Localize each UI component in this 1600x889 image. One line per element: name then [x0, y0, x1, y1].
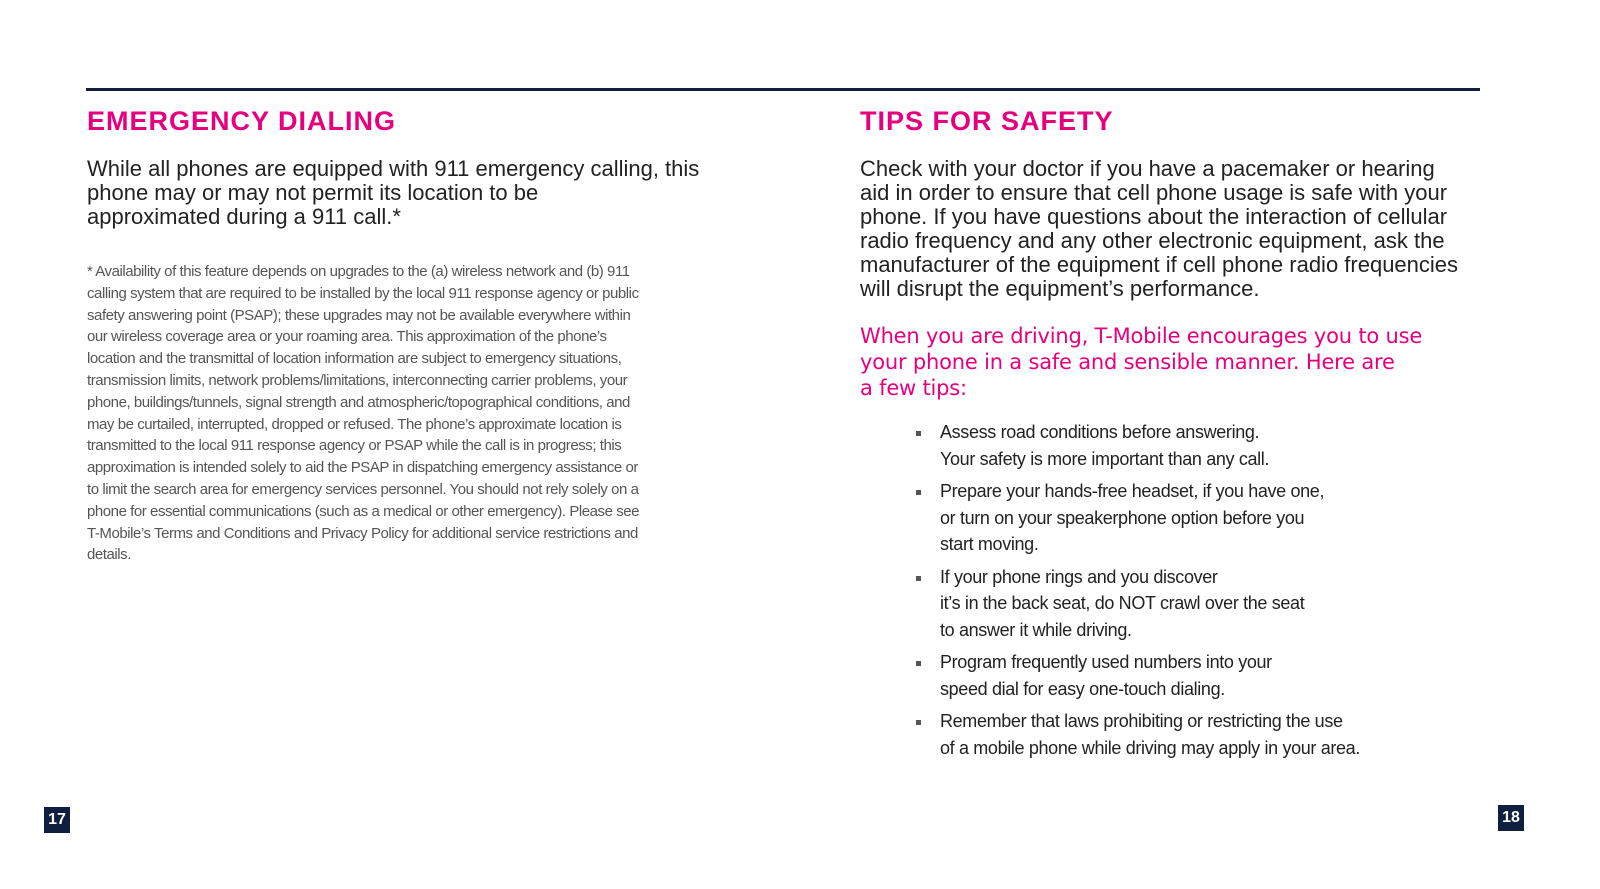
tip-line: to answer it while driving. — [940, 619, 1132, 640]
tip-item — [915, 564, 1360, 644]
tip-line: speed dial for easy one-touch dialing. — [940, 678, 1225, 699]
advice-line: phone. If you have questions about the interaction of cellular — [860, 204, 1448, 229]
advice-line: manufacturer of the equipment if cell phone radio frequencies — [860, 252, 1459, 277]
page-number-right: 18 — [1498, 805, 1524, 831]
footnote-line: transmitted to the local 911 response agency or PSAP while the call is in progress; this — [87, 437, 622, 455]
square-bullet-icon — [916, 661, 921, 666]
footnote-line: approximation is intended solely to aid the PSAP in dispatching emergency assistance or — [87, 459, 638, 477]
intro-line: phone may or may not permit its location to be — [87, 180, 539, 205]
intro-line: approximated during a 911 call.* — [87, 204, 401, 229]
tip-line: Remember that laws prohibiting or restricting the use — [940, 711, 1343, 731]
driving-tips-list — [915, 419, 1360, 767]
footnote-line: phone for essential communications (such as a medical or other emergency). Please see — [87, 502, 640, 520]
tip-line: or turn on your speakerphone option before you — [940, 507, 1305, 528]
square-bullet-icon — [916, 720, 921, 725]
advice-line: aid in order to ensure that cell phone usage is safe with your — [860, 180, 1448, 205]
tip-item — [915, 478, 1360, 558]
pacemaker-advice — [860, 157, 1458, 301]
availability-footnote — [87, 261, 639, 566]
tip-item — [915, 708, 1360, 761]
footnote-line: phone, buildings/tunnels, signal strength and atmospheric/topographical conditions, and — [87, 393, 630, 411]
tip-line: start moving. — [940, 534, 1039, 554]
footnote-line: may be curtailed, interrupted, dropped or refused. The phone’s approximate location is — [87, 415, 622, 433]
tip-item — [915, 649, 1360, 702]
square-bullet-icon — [916, 576, 921, 581]
emergency-dialing-heading: EMERGENCY DIALING — [87, 106, 397, 136]
tip-line: Assess road conditions before answering. — [940, 422, 1260, 442]
advice-line: will disrupt the equipment’s performance. — [860, 276, 1260, 301]
footnote-line: location and the transmittal of location information are subject to emergency situations, — [87, 350, 622, 368]
advice-line: radio frequency and any other electronic equipment, ask the — [860, 228, 1445, 253]
tip-line: Prepare your hands-free headset, if you have one, — [940, 481, 1325, 501]
callout-line: your phone in a safe and sensible manner. Here are — [860, 350, 1395, 374]
advice-line: Check with your doctor if you have a pacemaker or hearing — [860, 156, 1435, 181]
footnote-line: our wireless coverage area or your roaming area. This approximation of the phone’s — [87, 328, 607, 346]
footnote-line: details. — [87, 546, 131, 564]
tip-line: Program frequently used numbers into your — [940, 652, 1272, 672]
header-rule — [86, 88, 1480, 91]
intro-line: While all phones are equipped with 911 emergency calling, this — [87, 156, 700, 181]
tip-line: Your safety is more important than any call. — [940, 448, 1270, 469]
driving-callout — [860, 323, 1422, 401]
square-bullet-icon — [916, 431, 921, 436]
tip-line: of a mobile phone while driving may apply in your area. — [940, 737, 1360, 758]
tip-line: it’s in the back seat, do NOT crawl over the seat — [940, 593, 1305, 613]
tip-line: If your phone rings and you discover — [940, 566, 1218, 587]
emergency-dialing-intro — [87, 157, 699, 229]
footnote-line: * Availability of this feature depends on upgrades to the (a) wireless network and (b) 911 — [87, 263, 630, 280]
callout-line: a few tips: — [860, 376, 967, 400]
footnote-line: to limit the search area for emergency services personnel. You should not rely solely on a — [87, 480, 639, 498]
square-bullet-icon — [916, 490, 921, 495]
tips-for-safety-heading: TIPS FOR SAFETY — [860, 106, 1114, 136]
footnote-line: safety answering point (PSAP); these upgrades may not be available everywhere within — [87, 306, 631, 324]
page-number-left: 17 — [44, 807, 70, 833]
footnote-line: calling system that are required to be installed by the local 911 response agency or public — [87, 284, 639, 302]
callout-line: When you are driving, T-Mobile encourages you to use — [860, 324, 1423, 348]
footnote-line: T-Mobile’s Terms and Conditions and Privacy Policy for additional service restrictions and — [87, 524, 638, 542]
tip-item — [915, 419, 1360, 472]
footnote-line: transmission limits, network problems/limitations, interconnecting carrier problems, your — [87, 371, 628, 389]
